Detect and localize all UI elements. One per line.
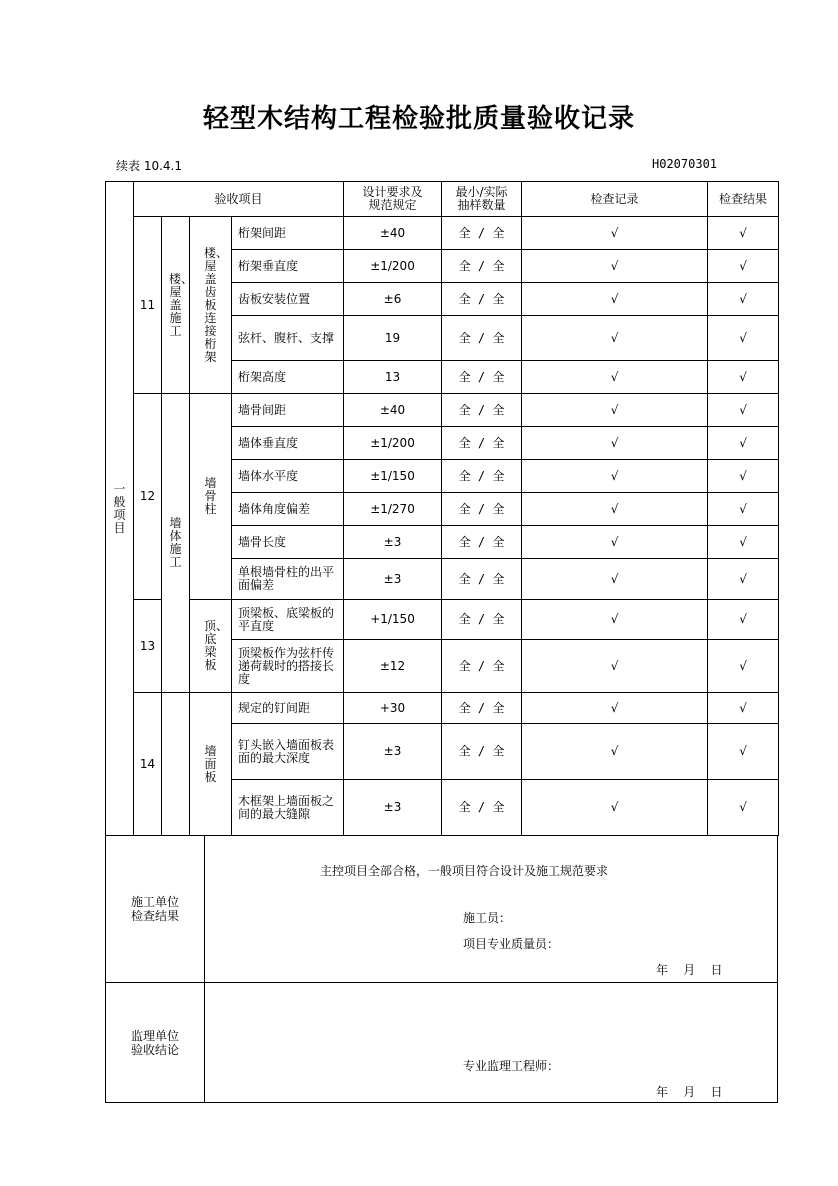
sample-quantity: 全 / 全 [442,394,522,427]
sample-quantity: 全 / 全 [442,600,522,640]
table-row [106,217,779,250]
subgroup-cell [162,394,190,693]
design-requirement: ±3 [344,526,442,559]
design-requirement: ±3 [344,724,442,780]
check-result: √ [708,283,779,316]
supervisor-section [105,982,778,1103]
sample-quantity: 全 / 全 [442,460,522,493]
check-record: √ [522,316,708,361]
sample-quantity: 全 / 全 [442,640,522,693]
subgroup-cell-empty [162,693,190,836]
check-result: √ [708,217,779,250]
inspection-item: 弦杆、腹杆、支撑 [232,316,344,361]
check-record: √ [522,640,708,693]
design-requirement: ±1/200 [344,250,442,283]
sample-quantity: 全 / 全 [442,724,522,780]
contractor-date: 年 月 日 [656,963,723,977]
check-result: √ [708,600,779,640]
page-title: 轻型木结构工程检验批质量验收记录 [202,104,635,134]
header-result: 检查结果 [708,182,779,217]
inspection-item: 墙体垂直度 [232,427,344,460]
design-requirement: ±40 [344,394,442,427]
inspection-item: 单根墙骨柱的出平面偏差 [232,559,344,600]
check-result: √ [708,526,779,559]
sample-quantity: 全 / 全 [442,693,522,724]
component-cell [190,217,232,394]
sample-quantity: 全 / 全 [442,427,522,460]
design-requirement: ±40 [344,217,442,250]
check-result: √ [708,780,779,836]
subgroup-label: 楼、屋盖施工 [169,271,194,338]
inspection-item: 桁架高度 [232,361,344,394]
check-record: √ [522,693,708,724]
check-record: √ [522,394,708,427]
check-record: √ [522,427,708,460]
check-record: √ [522,250,708,283]
sample-quantity: 全 / 全 [442,780,522,836]
check-result: √ [708,361,779,394]
header-item: 验收项目 [134,182,344,217]
design-requirement: +30 [344,693,442,724]
inspection-item: 墙体水平度 [232,460,344,493]
design-requirement: ±1/150 [344,460,442,493]
component-cell [190,394,232,600]
subgroup-cell [162,217,194,394]
inspection-item: 钉头嵌入墙面板表面的最大深度 [232,724,344,780]
sample-quantity: 全 / 全 [442,250,522,283]
check-record: √ [522,780,708,836]
table-row [106,693,779,724]
design-requirement: ±3 [344,780,442,836]
inspection-item: 顶梁板、底梁板的平直度 [232,600,344,640]
check-result: √ [708,693,779,724]
check-record: √ [522,283,708,316]
check-result: √ [708,250,779,283]
component-cell [190,600,232,693]
check-result: √ [708,427,779,460]
contractor-label: 施工单位检查结果 [106,835,205,982]
check-record: √ [522,559,708,600]
supervisor-label: 监理单位验收结论 [106,983,205,1102]
contractor-statement: 主控项目全部合格，一般项目符合设计及施工规范要求 [320,864,609,878]
table-number: 续表 10.4.1 [116,159,182,173]
worker-signature-label: 施工员： [463,911,512,925]
inspection-item: 墙骨间距 [232,394,344,427]
check-result: √ [708,640,779,693]
check-result: √ [708,724,779,780]
design-requirement: ±6 [344,283,442,316]
component-label: 墙骨柱 [204,476,217,516]
engineer-signature-label: 专业监理工程师： [463,1059,560,1073]
check-record: √ [522,460,708,493]
check-record: √ [522,724,708,780]
sample-quantity: 全 / 全 [442,493,522,526]
component-label: 楼、屋盖齿板连接桁架 [204,245,229,364]
inspection-item: 规定的钉间距 [232,693,344,724]
check-record: √ [522,361,708,394]
design-requirement: 19 [344,316,442,361]
sample-quantity: 全 / 全 [442,283,522,316]
check-record: √ [522,217,708,250]
form-code: H02070301 [652,157,718,171]
design-requirement: +1/150 [344,600,442,640]
design-requirement: ±3 [344,559,442,600]
component-label: 顶、底梁板 [204,619,229,672]
design-requirement: ±12 [344,640,442,693]
design-requirement: 13 [344,361,442,394]
check-result: √ [708,460,779,493]
group-number-13: 13 [134,600,162,693]
category-cell [106,182,134,836]
subgroup-label: 墙体施工 [169,516,182,569]
design-requirement: ±1/270 [344,493,442,526]
table-row [106,600,779,640]
quality-officer-signature-label: 项目专业质量员： [463,937,560,951]
inspection-item: 齿板安装位置 [232,283,344,316]
contractor-section [105,835,778,983]
check-record: √ [522,526,708,559]
inspection-item: 木框架上墙面板之间的最大缝隙 [232,780,344,836]
check-result: √ [708,493,779,526]
component-cell [190,693,232,836]
design-requirement: ±1/200 [344,427,442,460]
inspection-item: 桁架垂直度 [232,250,344,283]
group-number-14: 14 [134,693,162,836]
sample-quantity: 全 / 全 [442,559,522,600]
check-result: √ [708,316,779,361]
check-record: √ [522,600,708,640]
inspection-table [105,181,779,836]
header-row [106,182,779,217]
check-result: √ [708,559,779,600]
inspection-item: 墙骨长度 [232,526,344,559]
inspection-item: 桁架间距 [232,217,344,250]
group-number-12: 12 [134,394,162,600]
check-result: √ [708,394,779,427]
component-label: 墙面板 [204,743,217,784]
check-record: √ [522,493,708,526]
header-record: 检查记录 [522,182,708,217]
sample-quantity: 全 / 全 [442,361,522,394]
inspection-item: 墙体角度偏差 [232,493,344,526]
inspection-item: 顶梁板作为弦杆传递荷载时的搭接长度 [232,640,344,693]
table-row [106,394,779,427]
group-number-11: 11 [134,217,162,394]
header-design: 设计要求及规范规定 [344,182,442,217]
sample-quantity: 全 / 全 [442,316,522,361]
category-label: 一般项目 [113,481,126,535]
sample-quantity: 全 / 全 [442,526,522,559]
supervisor-date: 年 月 日 [656,1085,723,1099]
sample-quantity: 全 / 全 [442,217,522,250]
header-sample: 最小/实际抽样数量 [442,182,522,217]
